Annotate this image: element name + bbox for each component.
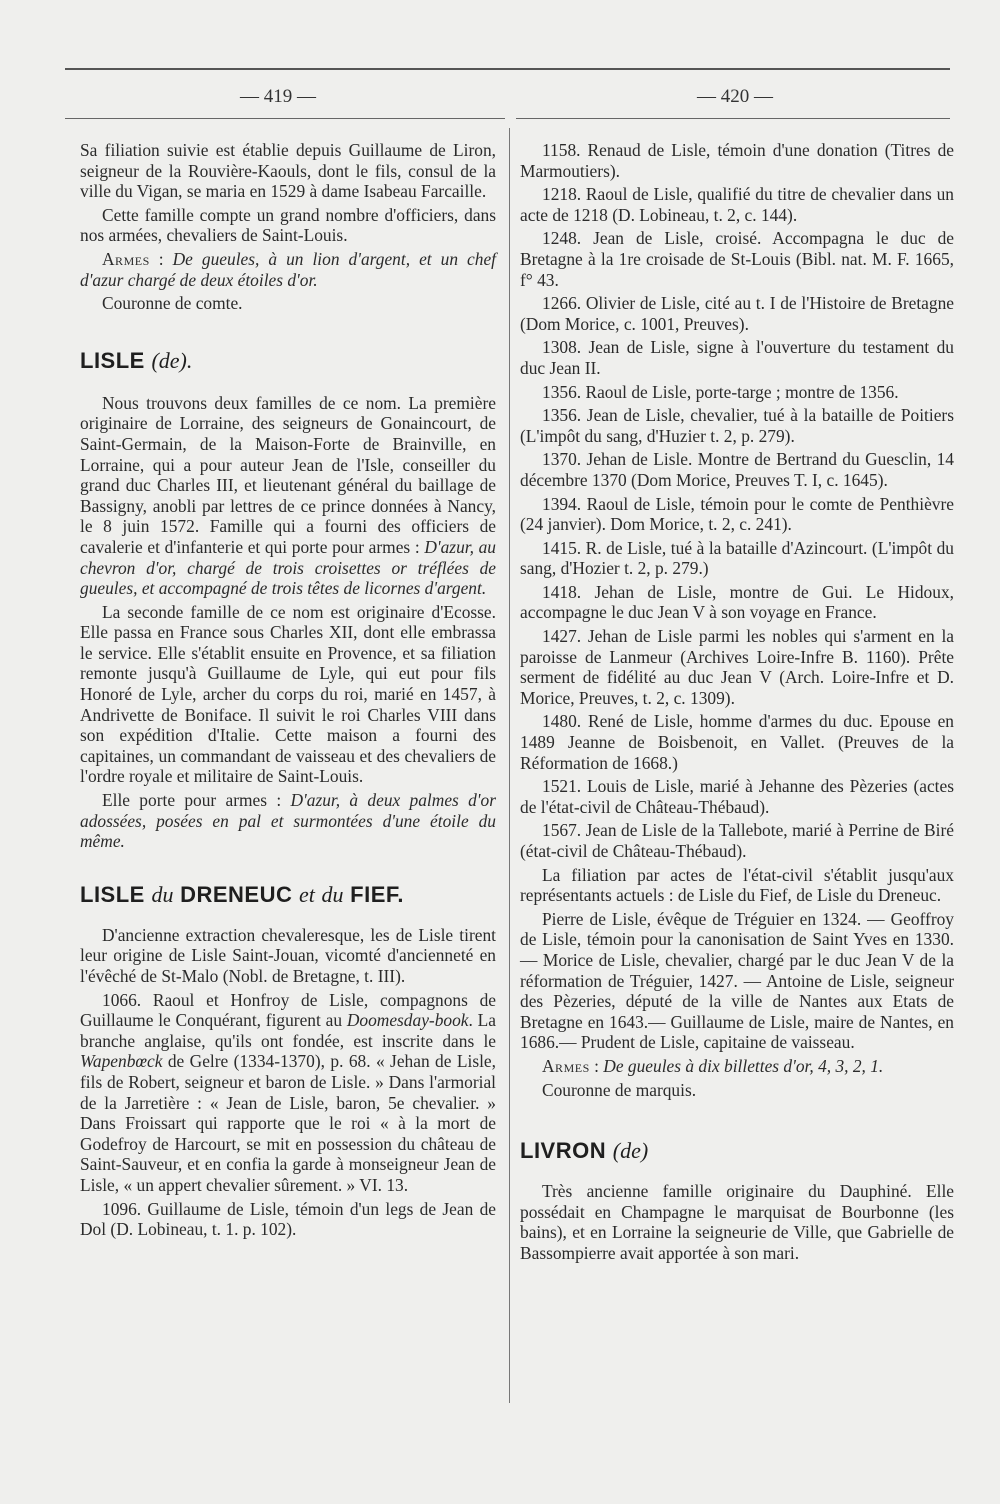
dreneuc-paragraph-2 [80, 990, 496, 1196]
lisle-p3-arms: D'azur, à deux palmes d'or adossées, posées en pal et surmontées d'une étoile du même. [80, 790, 496, 852]
entry-1308: 1308. Jean de Lisle, signe à l'ouverture du testament du duc Jean II. [520, 337, 954, 378]
entry-1370: 1370. Jehan de Lisle. Montre de Bertrand du Guesclin, 14 décembre 1370 (Dom Morice, Preuves T. I, c. 1645). [520, 449, 954, 490]
intro-paragraph: Sa filiation suivie est établie depuis Guillaume de Liron, seigneur de la Rouvière-Kaouls, dont le fils, consul de la ville du Vigan, se maria en 1529 à dame Isabeau Farcaille. [80, 140, 496, 202]
dreneuc-paragraph-3: 1096. Guillaume de Lisle, témoin d'un legs de Jean de Dol (D. Lobineau, t. 1. p. 102). [80, 1198, 496, 1240]
entry-1415: 1415. R. de Lisle, tué à la bataille d'Azincourt. (L'impôt du sang, d'Hozier t. 2, p. 279.) [520, 537, 954, 579]
dreneuc-paragraph-1: D'ancienne extraction chevaleresque, les de Lisle tirent leur origine de Lisle Saint-Jouan, vicomté d'ancienneté en l'évêché de St-Malo (Nobl. de Bretagne, t. III). [80, 924, 496, 986]
liron-arms [80, 249, 496, 290]
entry-1394: 1394. Raoul de Lisle, témoin pour le comte de Penthièvre (24 janvier). Dom Morice, t. 2, c. 241). [520, 493, 954, 535]
livron-paragraph: Très ancienne famille originaire du Dauphiné. Elle possédait en Champagne le marquisat de Bourbonne (les bains), et en Lorraine la seigneurie de Ville, que Gabrielle de Bassompierre avait apportée à son mari. [520, 1181, 954, 1263]
lisle-arms [520, 1056, 954, 1077]
left-page-number: — 419 — [240, 86, 316, 107]
dreneuc-heading-part: LISLE [80, 881, 145, 907]
entry-1158: 1158. Renaud de Lisle, témoin d'une donation (Titres de Marmoutiers). [520, 140, 954, 181]
right-page-number: — 420 — [697, 86, 773, 107]
page-top-rule [65, 68, 950, 70]
left-header-rule [65, 118, 505, 119]
dreneuc-heading-part: du [151, 881, 174, 907]
arms-separator: : [589, 1055, 604, 1076]
dreneuc-heading-part: et [299, 881, 315, 907]
liron-arms-text: De gueules, à un lion d'argent, et un chef d'azur chargé de deux étoiles d'or. [80, 248, 496, 290]
entry-1418: 1418. Jehan de Lisle, montre de Gui. Le Hidoux, accompagne le duc Jean V à son voyage en France. [520, 581, 954, 623]
lisle-crown: Couronne de marquis. [542, 1079, 697, 1100]
entry-1567: 1567. Jean de Lisle de la Tallebote, marié à Perrine de Biré (état-civil de Château-Thébaud). [520, 820, 954, 861]
lisle-heading-particle: (de). [151, 347, 193, 373]
right-header-rule [516, 118, 950, 119]
lisle-paragraph-1 [80, 393, 496, 599]
entry-1248: 1248. Jean de Lisle, croisé. Accompagna le duc de Bretagne à la 1re croisade de St-Louis (Bibl. nat. M. F. 1665, f° 43. [520, 228, 954, 290]
arms-separator: : [149, 248, 173, 269]
dreneuc-p2-text: de Gelre (1334-1370), p. 68. « Jehan de Lisle, fils de Robert, seigneur et baron de Lisle. » Dans l'armorial de la Jarretière : « Jean de Lisle, baron, 5e chevalier. » Dans Froissart qui rapporte que le roi « à la mort de Godefroy de Harcourt, se mit en possession du château de Saint-Sauveur, et en confia la garde à monseigneur Jean de Lisle, « un appert chevalier sûrement. » VI. 13. [80, 1051, 496, 1195]
lisle-p3-text: Elle porte pour armes : [102, 790, 291, 811]
lisle-p1-text: Nous trouvons deux familles de ce nom. La première originaire de Lorraine, des seigneurs de Gonaincourt, de Saint-Germain, de la Maison-Forte de Brainville, en Lorraine, qui a pour auteur Jean de l'Isle, conseiller du grand duc Charles III, et lieutenant général du baillage de Bassigny, anobli par lettres de ce prince données à Nancy, le 8 juin 1572. Famille qui a fourni des officiers de cavalerie et d'infanterie et qui porte pour armes : [80, 392, 496, 557]
entry-1356-raoul: 1356. Raoul de Lisle, porte-targe ; montre de 1356. [542, 381, 899, 402]
dreneuc-heading-part: DRENEUC [180, 881, 293, 907]
arms-label: Armes [542, 1055, 590, 1076]
officers-paragraph: Cette famille compte un grand nombre d'officiers, dans nos armées, chevaliers de Saint-Louis. [80, 204, 496, 246]
wapenboeck-title: Wapenbœck [80, 1051, 163, 1072]
dreneuc-heading [80, 881, 496, 909]
entry-1480: 1480. René de Lisle, homme d'armes du duc. Epouse en 1489 Jeanne de Boisbenoit, en Vallet. (Preuves de la Réformation de 1668.) [520, 711, 954, 773]
lisle-p1-arms: D'azur, au chevron d'or, chargé de trois croisettes or tréflées de gueules, et accompagné de trois têtes de licornes d'argent. [80, 536, 496, 599]
column-separator [509, 128, 510, 1403]
entry-1427: 1427. Jehan de Lisle parmi les nobles qui s'arment en la paroisse de Lanmeur (Archives Loire-Infre B. 1160). Prête serment de fidélité au duc Jean V (Arch. Loire-Infre et D. Morice, Preuves, t. 2, c. 1309). [520, 626, 954, 708]
dreneuc-p2-text: 1066. Raoul et Honfroy de Lisle, compagnons de Guillaume le Conquérant, figurent au [80, 989, 496, 1031]
dreneuc-p2-text: . La branche anglaise, qu'ils ont fondée, est inscrite dans le [80, 1010, 496, 1051]
entry-1356-jean: 1356. Jean de Lisle, chevalier, tué à la bataille de Poitiers (L'impôt du sang, d'Huzier t. 2, p. 279). [520, 405, 954, 446]
entry-1218: 1218. Raoul de Lisle, qualifié du titre de chevalier dans un acte de 1218 (D. Lobineau, t. 2, c. 144). [520, 184, 954, 225]
lisle-heading-name: LISLE [80, 347, 145, 373]
left-column [80, 140, 496, 1243]
dreneuc-heading-part: FIEF. [350, 881, 404, 907]
doomesday-book-title: Doomesday-book [346, 1010, 469, 1031]
dreneuc-heading-part: du [321, 881, 344, 907]
lisle-arms-text: De gueules à dix billettes d'or, 4, 3, 2, 1. [603, 1055, 884, 1076]
lisle-paragraph-2: La seconde famille de ce nom est originaire d'Ecosse. Elle passa en France sous Charles XII, dont elle embrassa le service. Elle s'établit ensuite en Provence, et sa filiation remonte jusqu'à Guillaume de Lyle, qui eut pour fils Honoré de Lyle, archer du corps du roi, marié en 1457, à Andrivette de Boniface. Il suivit le roi Charles VIII dans son expédition d'Italie. Cette maison a fourni des capitaines, un commandant de vaisseau et des chevaliers de l'ordre royale et militaire de Saint-Louis. [80, 601, 496, 787]
filiation-paragraph: La filiation par actes de l'état-civil s'établit jusqu'aux représentants actuels : de Lisle du Fief, de Lisle du Dreneuc. [520, 864, 954, 906]
entry-1266: 1266. Olivier de Lisle, cité au t. I de l'Histoire de Bretagne (Dom Morice, c. 1001, Preuves). [520, 293, 954, 334]
liron-crown: Couronne de comte. [102, 293, 243, 314]
livron-heading-name: LIVRON [520, 1138, 607, 1164]
livron-heading-particle: (de) [612, 1138, 649, 1164]
lisle-heading [80, 347, 496, 375]
right-column [520, 140, 954, 1267]
entry-1521: 1521. Louis de Lisle, marié à Jehanne des Pèzeries (actes de l'état-civil de Château-Thébaud). [520, 776, 954, 817]
notables-paragraph: Pierre de Lisle, évêque de Tréguier en 1324. — Geoffroy de Lisle, témoin pour la canonisation de Saint Yves en 1330. — Morice de Lisle, chevalier, chargé par le duc Jean V de la réformation de Tréguier, 1427. — Antoine de Lisle, seigneur des Pèzeries, député de la ville de Nantes aux Etats de Bretagne en 1643.— Guillaume de Lisle, maire de Nantes, en 1686.— Prudent de Lisle, capitaine de vaisseau. [520, 908, 954, 1053]
livron-heading [520, 1137, 954, 1165]
arms-label: Armes [102, 248, 150, 269]
lisle-paragraph-3 [80, 790, 496, 852]
